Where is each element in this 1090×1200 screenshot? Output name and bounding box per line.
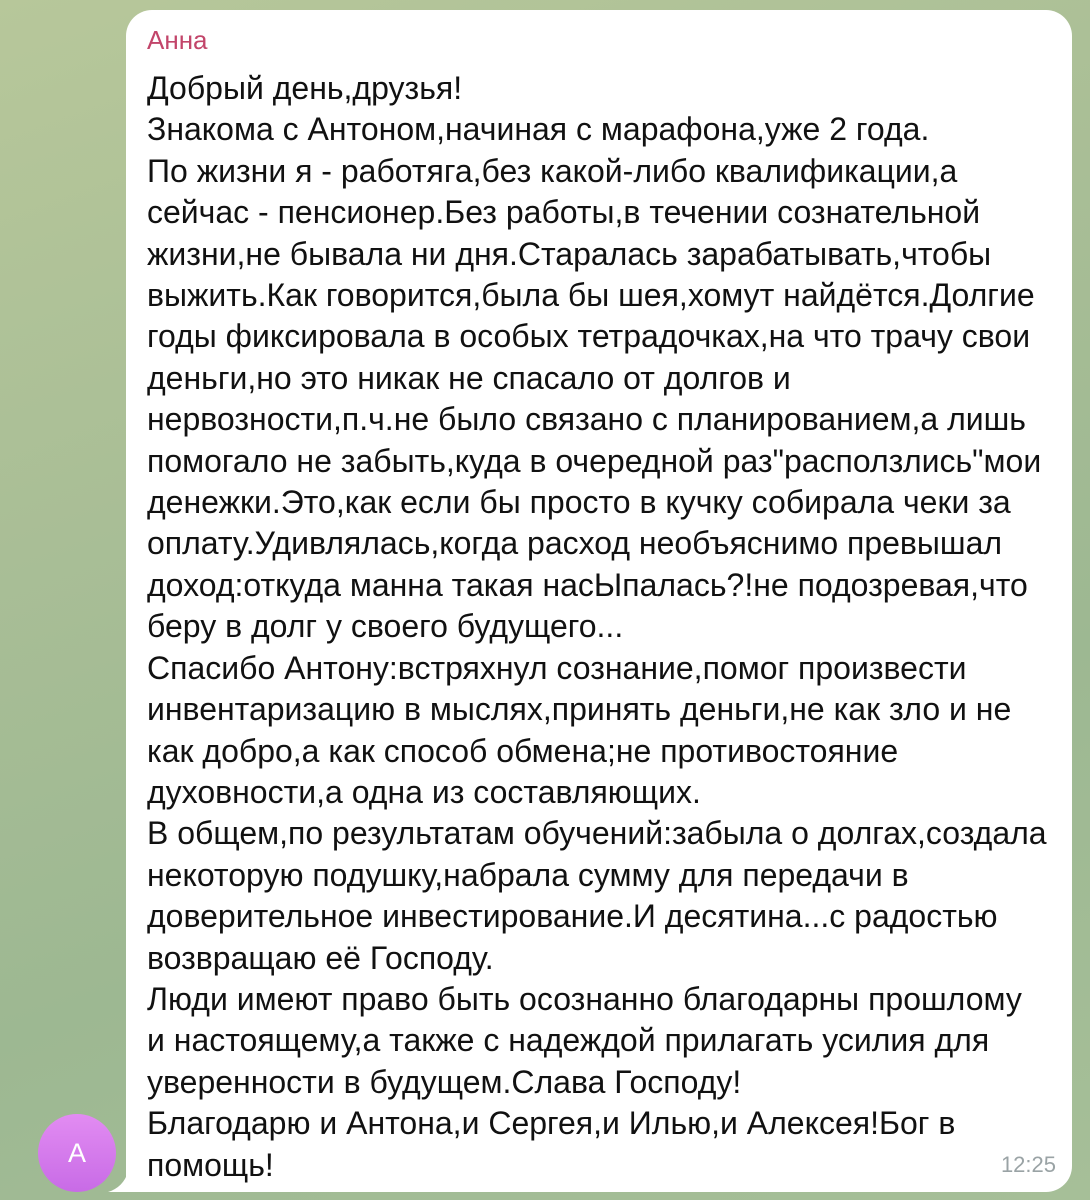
message-line: жизни,не бывала ни дня.Старалась зарабатывать,чтобы xyxy=(147,235,992,272)
message-line: По жизни я - работяга,без какой-либо квалификации,а xyxy=(147,152,958,189)
message-line: нервозности,п.ч.не было связано с планированием,а лишь xyxy=(147,401,1026,438)
message-line: Добрый день,друзья! xyxy=(147,70,463,106)
message-line: Знакома с Антоном,начиная с марафона,уже 2 года. xyxy=(147,111,930,148)
message-line: сейчас - пенсионер.Без работы,в течении сознательной xyxy=(147,194,981,231)
sender-name[interactable]: Анна xyxy=(147,25,208,55)
message-line: В общем,по результатам обучений:забыла о долгах,создала xyxy=(147,815,1047,852)
message-line: Благодарю и Антона,и Сергея,и Илью,и Алексея!Бог в xyxy=(147,1105,956,1142)
message-line: помогало не забыть,куда в очередной раз"расползлись"мои xyxy=(147,442,1042,479)
message-line: денежки.Это,как если бы просто в кучку собирала чеки за xyxy=(147,484,1011,521)
message-line: Спасибо Антону:встряхнул сознание,помог произвести xyxy=(147,649,967,686)
avatar-initial: A xyxy=(67,1137,86,1168)
message-line: деньги,но это никак не спасало от долгов и xyxy=(147,359,791,396)
message-line: оплату.Удивлялась,когда расход необъяснимо превышал xyxy=(147,525,1003,562)
message-line: некоторую подушку,набрала сумму для передачи в xyxy=(147,856,909,893)
message-time: 12:25 xyxy=(1000,1152,1056,1177)
bubble-tail xyxy=(108,1172,128,1192)
message-line: беру в долг у своего будущего... xyxy=(147,608,624,645)
message-line: уверенности в будущем.Слава Господу! xyxy=(147,1063,742,1100)
message-line: Люди имеют право быть осознанно благодарны прошлому xyxy=(147,980,1022,1017)
message-line: как добро,а как способ обмена;не противостояние xyxy=(147,732,899,769)
message-line: и настоящему,а также с надеждой прилагать усилия для xyxy=(147,1022,990,1059)
message-line: помощь! xyxy=(147,1146,274,1183)
message-line: доверительное инвестирование.И десятина...с радостью xyxy=(147,898,998,935)
sender-avatar[interactable] xyxy=(38,1114,116,1192)
message-line: выжить.Как говорится,была бы шея,хомут найдётся.Долгие xyxy=(147,277,1035,314)
message-line: доход:откуда манна такая насЫпалась?!не подозревая,что xyxy=(147,566,1028,603)
message-bubble[interactable] xyxy=(126,10,1072,1192)
message-text xyxy=(147,68,1052,1186)
message-line: годы фиксировала в особых тетрадочках,на что трачу свои xyxy=(147,318,1031,355)
message-line: возвращаю её Господу. xyxy=(147,939,494,976)
message-line: духовности,а одна из составляющих. xyxy=(147,773,701,810)
message-line: инвентаризацию в мыслях,принять деньги,не как зло и не xyxy=(147,691,1012,728)
